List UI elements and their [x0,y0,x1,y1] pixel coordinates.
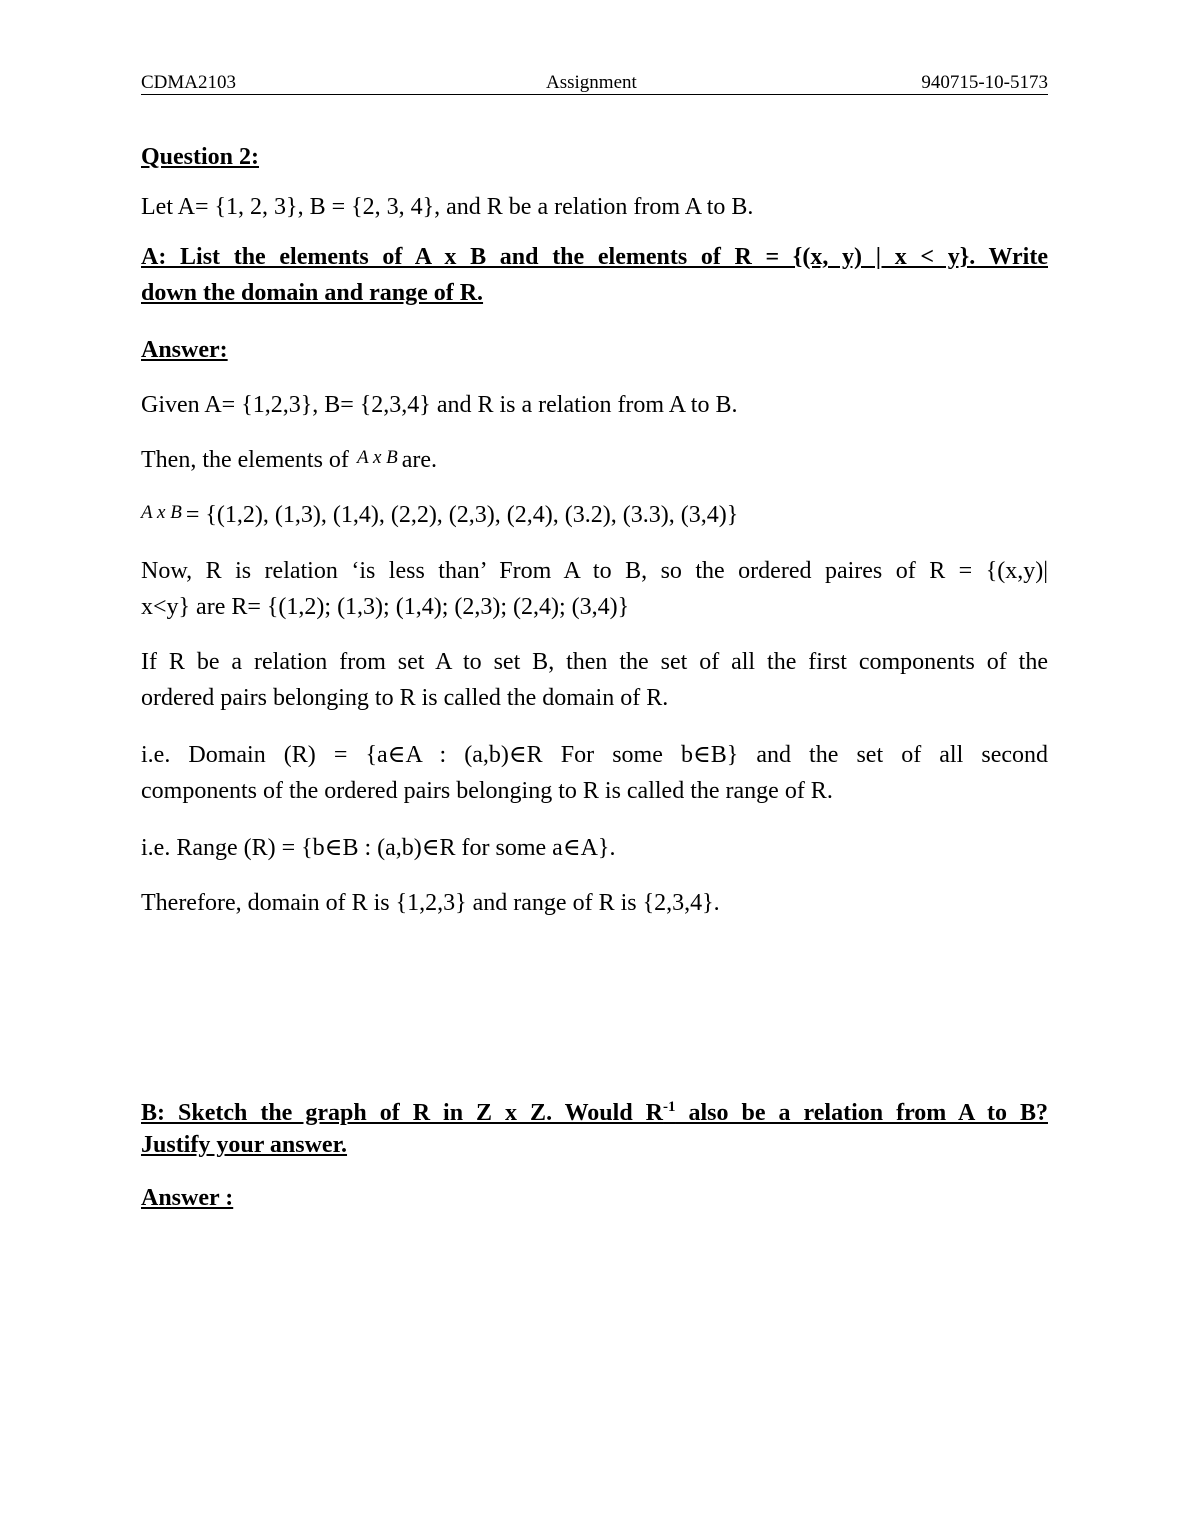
relation-line1: Now, R is relation ‘is less than’ From A to B, so the ordered paires of R = {(x,y)| [141,558,1048,584]
question-heading: Question 2: [141,144,260,170]
relation-line2: x<y} are R= {(1,2); (1,3); (1,4); (2,3); (2,4); (3,4)} [141,594,630,620]
part-b-prompt [141,1097,1048,1161]
part-b-prompt-before-sup: B: Sketch the graph of R in Z x Z. Would R [141,1100,664,1126]
range-formula: i.e. Range (R) = {b∈B : (a,b)∈R for some a∈A}. [141,835,616,861]
part-b-prompt-line1 [141,1097,1048,1129]
axb-set: = {(1,2), (1,3), (1,4), (2,2), (2,3), (2,4), (3.2), (3.3), (3,4)} [185,502,739,528]
domain-def-line1: If R be a relation from set A to set B, then the set of all the first components of the [141,649,1048,675]
relation-paragraph [141,553,1048,625]
part-a-prompt [141,239,1048,311]
conclusion: Therefore, domain of R is {1,2,3} and range of R is {2,3,4}. [141,890,720,916]
given-sets: Given A= {1,2,3}, B= {2,3,4} and R is a relation from A to B. [141,392,738,418]
page-header [141,72,1048,95]
header-title: Assignment [546,72,637,93]
domain-def-line2: ordered pairs belonging to R is called the domain of R. [141,685,669,711]
math-axb: A x B [356,447,398,468]
part-a-prompt-line1: A: List the elements of A x B and the elements of R = {(x, y) | x < y}. Write [141,244,1048,270]
part-b-prompt-sup: -1 [663,1099,676,1115]
question-intro: Let A= {1, 2, 3}, B = {2, 3, 4}, and R be a relation from A to B. [141,194,754,220]
part-a-answer-label: Answer: [141,337,228,363]
header-id-number: 940715-10-5173 [921,72,1048,93]
part-b-answer-label: Answer : [141,1185,234,1211]
elements-prefix: Then, the elements of [141,447,349,473]
part-b-prompt-after-sup: also be a relation from A to B? [675,1100,1048,1126]
domain-definition [141,644,1048,716]
part-b-prompt-line2: Justify your answer. [141,1132,348,1158]
domain-formula [141,737,1048,809]
part-a-prompt-line2: down the domain and range of R. [141,280,484,306]
elements-suffix: are. [401,447,438,473]
domain-formula-line1: i.e. Domain (R) = {a∈A : (a,b)∈R For some b∈B} and the set of all second [141,742,1048,768]
domain-formula-line2: components of the ordered pairs belonging to R is called the range of R. [141,778,833,804]
header-course-code: CDMA2103 [141,72,237,93]
elements-sentence [141,442,1048,480]
math-axb-label: A x B [141,502,182,523]
axb-set-line [141,497,1048,535]
